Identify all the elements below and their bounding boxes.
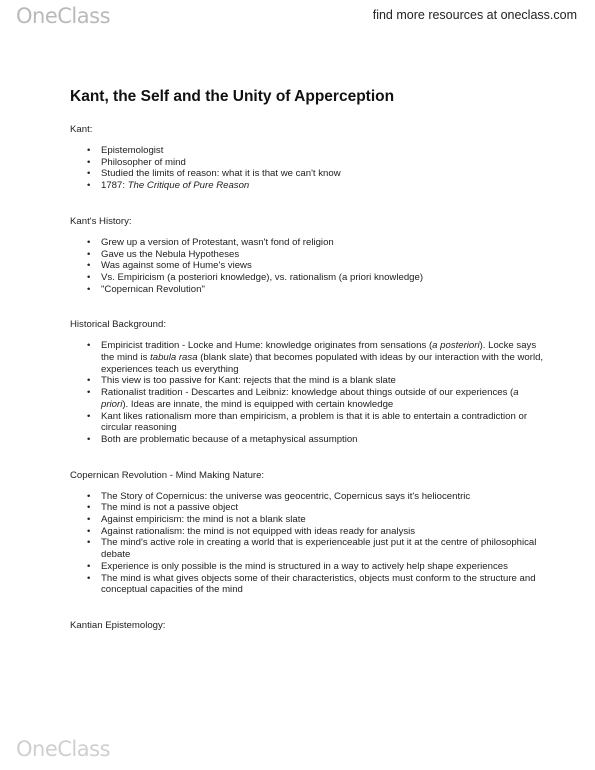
- bullet-list: [70, 491, 545, 596]
- list-item: • Gave us the Nebula Hypotheses: [70, 249, 545, 261]
- list-item: • "Copernican Revolution": [70, 284, 545, 296]
- section-heading: Copernican Revolution - Mind Making Nature:: [70, 469, 265, 481]
- emphasis: a priori: [101, 387, 519, 410]
- list-item: • Vs. Empiricism (a posteriori knowledge), vs. rationalism (a priori knowledge): [70, 272, 545, 284]
- logo-mark: O: [16, 4, 33, 28]
- document-title: Kant, the Self and the Unity of Apperception: [70, 88, 395, 105]
- list-item: • Against rationalism: the mind is not equipped with ideas ready for analysis: [70, 526, 545, 538]
- list-item: • Experience is only possible is the mind is structured in a way to actively help shape experiences: [70, 561, 545, 573]
- section-heading: Kant's History:: [70, 215, 132, 227]
- list-item: • Studied the limits of reason: what it is that we can't know: [70, 168, 545, 180]
- header-tagline[interactable]: find more resources at oneclass.com: [372, 8, 577, 22]
- logo-mark: O: [16, 737, 33, 761]
- list-item: • Epistemologist: [70, 145, 545, 157]
- text-run: ). Ideas are innate, the mind is equipped with certain knowledge: [122, 398, 394, 410]
- list-item: • Philosopher of mind: [70, 157, 545, 169]
- text-run: 1787:: [101, 180, 128, 192]
- section-heading: Historical Background:: [70, 319, 166, 331]
- list-item: • The mind is what gives objects some of their characteristics, objects must conform to the structure and conceptual capacities of the mind: [70, 573, 545, 596]
- section-heading: Kantian Epistemology:: [70, 619, 166, 631]
- list-item: • The mind is not a passive object: [70, 502, 545, 514]
- emphasis: tabula rasa: [150, 352, 198, 364]
- bullet-list: [70, 340, 545, 445]
- section-kantian-epistemology: [70, 620, 545, 631]
- text-run: ). Locke says the mind is: [101, 340, 537, 364]
- list-item: • Was against some of Hume's views: [70, 260, 545, 272]
- list-item: • The Story of Copernicus: the universe was geocentric, Copernicus says it's heliocentric: [70, 491, 545, 503]
- emphasis: a posteriori: [432, 340, 480, 352]
- book-title: The Critique of Pure Reason: [127, 180, 250, 192]
- list-item: [70, 340, 545, 375]
- section-kants-history: [70, 216, 545, 296]
- footer-oneclass-logo[interactable]: [16, 737, 110, 761]
- section-historical-background: [70, 319, 545, 445]
- list-item: • Against empiricism: the mind is not a blank slate: [70, 514, 545, 526]
- text-run: Empiricist tradition - Locke and Hume: knowledge originates from sensations (: [101, 340, 433, 352]
- text-run: Rationalist tradition - Descartes and Leibniz: knowledge about things outside of our experiences (: [101, 387, 514, 399]
- page-header: [0, 0, 595, 34]
- list-item: • The mind's active role in creating a world that is experienceable just put it at the centre of philosophical debate: [70, 537, 545, 560]
- list-item: • This view is too passive for Kant: rejects that the mind is a blank slate: [70, 375, 545, 387]
- bullet-list: [70, 145, 545, 192]
- oneclass-logo[interactable]: [16, 4, 110, 28]
- list-item: [70, 387, 545, 410]
- list-item: [70, 180, 545, 192]
- section-heading: Kant:: [70, 124, 93, 135]
- section-copernican-revolution: [70, 470, 545, 596]
- list-item: • Both are problematic because of a metaphysical assumption: [70, 434, 545, 446]
- text-run: (blank slate) that becomes populated with ideas by our interaction with the world, experiences teach us everything: [101, 352, 544, 375]
- logo-text: neClass: [32, 737, 111, 761]
- logo-text: neClass: [32, 4, 111, 28]
- section-kant: [70, 124, 545, 192]
- list-item: • Grew up a version of Protestant, wasn't fond of religion: [70, 237, 545, 249]
- bullet-list: [70, 237, 545, 296]
- list-item: • Kant likes rationalism more than empiricism, a problem is that it is able to entertain a contradiction or circular reasoning: [70, 411, 545, 434]
- document-body: [70, 88, 545, 655]
